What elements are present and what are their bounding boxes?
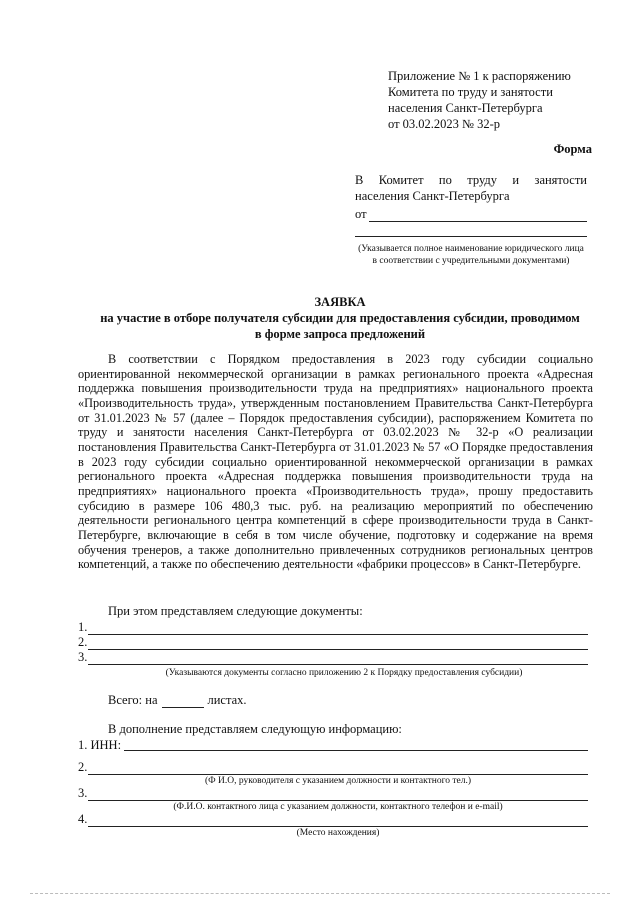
doc-item-2-num: 2. [78, 635, 88, 649]
location-field[interactable] [88, 812, 588, 827]
total-sheets-field[interactable] [162, 695, 204, 708]
from-field[interactable] [369, 207, 587, 222]
info-item-3-num: 3. [78, 786, 88, 800]
doc-title [60, 294, 620, 342]
addressee-block [355, 172, 587, 267]
documents-intro: При этом представляем следующие документы: [108, 604, 363, 618]
appendix-line-3: населения Санкт-Петербурга [388, 101, 543, 115]
info-item-4-num: 4. [78, 812, 88, 826]
appendix-line-4: от 03.02.2023 № 32-р [388, 117, 501, 131]
doc-item-1-num: 1. [78, 620, 88, 634]
doc-item-3-num: 3. [78, 650, 88, 664]
appendix-line-1: Приложение № 1 к распоряжению [388, 69, 571, 83]
scan-edge-divider [30, 893, 610, 894]
appendix-line-2: Комитета по труду и занятости [388, 85, 553, 99]
doc-item-2-field[interactable] [88, 635, 588, 650]
info-item-2-num: 2. [78, 760, 88, 774]
total-sheets [108, 693, 247, 708]
form-label: Форма [553, 142, 592, 156]
info-intro: В дополнение представляем следующую информацию: [108, 722, 402, 736]
doc-item-3-field[interactable] [88, 650, 588, 665]
contact-note: (Ф.И.О. контактного лица с указанием должности, контактного телефон и e-mail) [173, 802, 503, 812]
from-label: от [355, 207, 367, 221]
title-line-1: ЗАЯВКА [314, 295, 366, 309]
doc-item-1-field[interactable] [88, 620, 588, 635]
total-suffix: листах. [207, 693, 247, 707]
director-note: (Ф И.О, руководителя с указанием должности и контактного тел.) [204, 776, 472, 786]
director-field[interactable] [88, 760, 588, 775]
inn-field[interactable] [124, 736, 588, 751]
addressee-line-2: населения Санкт-Петербурга [355, 189, 510, 203]
from-field-2[interactable] [355, 222, 587, 237]
body-paragraph: В соответствии с Порядком предоставления в 2023 году субсидии социально ориентированной некоммерческой организации в рамках регионального проекта «Адресная поддержка повышения производительности труда на предприятиях» национального проекта «Производительность труда», утвержденным постановлением Правительства Санкт-Петербурга от 31.01.2023 № 57 (далее – Порядок предоставления субсидии), распоряжением Комитета по труду и занятости населения Санкт-Петербурга от 03.02.2023 № 32-р «О реализации постановления Правительства Санкт-Петербурга от 31.01.2023 № 57 «О Порядке предоставления в 2023 году субсидии социально ориентированной некоммерческой организации в рамках регионального проекта «Адресная поддержка повышения производительности труда на предприятиях» национального проекта «Производительность труда», прошу предоставить субсидию в размере 106 480,3 тыс. руб. на реализацию мероприятий по обеспечению деятельности регионального центра компетенций в сфере производительности труда в Санкт-Петербурге, включающие в себя в том числе обучение, подготовку и содержание на время обучения тренеров, а также дополнительно привлеченных сотрудников региональных центров компетенций, а также по обеспечению деятельности «фабрики процессов» в Санкт-Петербурге. [78, 352, 593, 572]
addressee-note: (Указывается полное наименование юридического лица в соответствии с учредительными документами) [358, 244, 584, 266]
documents-note: (Указываются документы согласно приложению 2 к Порядку предоставления субсидии) [165, 668, 523, 678]
inn-label: 1. ИНН: [78, 738, 122, 752]
contact-field[interactable] [88, 786, 588, 801]
appendix-header [388, 68, 571, 132]
addressee-line-1: В Комитет по труду и занятости [355, 173, 587, 187]
total-prefix: Всего: на [108, 693, 158, 707]
title-line-2: на участие в отборе получателя субсидии для предоставления субсидии, проводимом [100, 311, 580, 325]
title-line-3: в форме запроса предложений [254, 327, 426, 341]
location-note: (Место нахождения) [296, 828, 380, 838]
